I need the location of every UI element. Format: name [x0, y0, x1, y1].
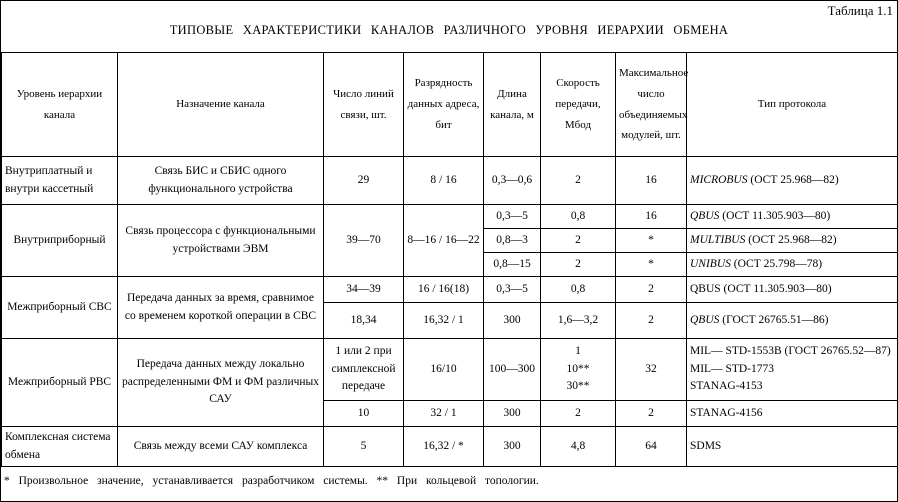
protocol-line: MIL— STD-1773 [690, 362, 775, 375]
cell-max: 16 [616, 205, 687, 229]
cell-speed: 4,8 [541, 427, 616, 467]
cell-lines: 34—39 [324, 277, 404, 303]
cell-level: Внутриплатный и внутри кассетный [2, 157, 118, 205]
header-purpose: Назначение канала [118, 53, 324, 157]
cell-speed: 2 [541, 229, 616, 253]
cell-lines: 1 или 2 при симплексной передаче [324, 339, 404, 401]
cell-speed: 2 [541, 157, 616, 205]
cell-purpose: Связь процессора с функциональными устройствами ЭВМ [118, 205, 324, 277]
cell-length: 0,3—0,6 [484, 157, 541, 205]
cell-max: * [616, 229, 687, 253]
cell-width: 32 / 1 [404, 401, 484, 427]
cell-protocol [687, 303, 898, 339]
protocol-name: MULTIBUS [690, 233, 746, 246]
cell-max: * [616, 253, 687, 277]
cell-width: 8 / 16 [404, 157, 484, 205]
cell-width: 8—16 / 16—22 [404, 205, 484, 277]
cell-lines: 18,34 [324, 303, 404, 339]
cell-lines: 29 [324, 157, 404, 205]
cell-length: 0,8—3 [484, 229, 541, 253]
table-row [2, 205, 898, 229]
cell-length: 0,8—15 [484, 253, 541, 277]
table-row [2, 157, 898, 205]
header-lines: Число линий связи, шт. [324, 53, 404, 157]
header-protocol: Тип протокола [687, 53, 898, 157]
footnote: * Произвольное значение, устанавливается разработчиком системы. ** При кольцевой топологии. [4, 475, 539, 487]
protocol-line: MIL— STD-1553B (ГОСТ 26765.52—87) [690, 344, 891, 357]
protocol-line: STANAG-4153 [690, 380, 763, 393]
protocol-std: (ОСТ 25.798—78) [733, 257, 823, 270]
cell-speed: 1,6—3,2 [541, 303, 616, 339]
cell-protocol: SDMS [687, 427, 898, 467]
header-speed: Скорость передачи, Мбод [541, 53, 616, 157]
table-number: Таблица 1.1 [827, 3, 893, 18]
cell-width: 16,32 / * [404, 427, 484, 467]
header-max-modules: Максимальное число объединяемых модулей, шт. [616, 53, 687, 157]
protocol-name: UNIBUS [690, 257, 731, 270]
cell-level: Внутриприборный [2, 205, 118, 277]
cell-protocol [687, 229, 898, 253]
header-level: Уровень иерархии канала [2, 53, 118, 157]
speed-line: 30** [566, 380, 590, 393]
cell-length: 300 [484, 401, 541, 427]
cell-max: 2 [616, 277, 687, 303]
speed-line: 10** [566, 362, 590, 375]
cell-max: 2 [616, 401, 687, 427]
cell-length: 300 [484, 303, 541, 339]
cell-length: 100—300 [484, 339, 541, 401]
table-title: ТИПОВЫЕ ХАРАКТЕРИСТИКИ КАНАЛОВ РАЗЛИЧНОГО УРОВНЯ ИЕРАРХИИ ОБМЕНА [169, 23, 729, 37]
table-row [2, 339, 898, 401]
cell-lines: 39—70 [324, 205, 404, 277]
table-row [2, 277, 898, 303]
characteristics-table [1, 52, 898, 467]
cell-lines: 5 [324, 427, 404, 467]
cell-speed: 2 [541, 401, 616, 427]
cell-purpose: Связь между всеми САУ комплекса [118, 427, 324, 467]
cell-lines: 10 [324, 401, 404, 427]
protocol-name: MICROBUS [690, 173, 748, 186]
cell-max: 16 [616, 157, 687, 205]
header-length: Длина канала, м [484, 53, 541, 157]
cell-protocol [687, 339, 898, 401]
cell-purpose: Передача данных между локально распределенными ФМ и ФМ различных САУ [118, 339, 324, 427]
table-row [2, 427, 898, 467]
cell-length: 0,3—5 [484, 205, 541, 229]
cell-protocol [687, 205, 898, 229]
cell-speed: 0,8 [541, 277, 616, 303]
cell-length: 300 [484, 427, 541, 467]
protocol-std: (ОСТ 25.968—82) [750, 173, 839, 186]
cell-level: Комплексная система обмена [2, 427, 118, 467]
cell-protocol [687, 157, 898, 205]
cell-speed [541, 339, 616, 401]
header-row [2, 53, 898, 157]
cell-purpose: Связь БИС и СБИС одного функционального устройства [118, 157, 324, 205]
cell-width: 16 / 16(18) [404, 277, 484, 303]
cell-protocol: QBUS (ОСТ 11.305.903—80) [687, 277, 898, 303]
cell-level: Межприборный СВС [2, 277, 118, 339]
protocol-std: (ОСТ 11.305.903—80) [722, 209, 831, 222]
cell-speed: 0,8 [541, 205, 616, 229]
cell-width: 16,32 / 1 [404, 303, 484, 339]
cell-max: 64 [616, 427, 687, 467]
cell-level: Межприборный РВС [2, 339, 118, 427]
speed-line: 1 [575, 344, 581, 357]
cell-protocol: STANAG-4156 [687, 401, 898, 427]
cell-purpose: Передача данных за время, сравнимое со временем короткой операции в СВС [118, 277, 324, 339]
protocol-std: (ГОСТ 26765.51—86) [722, 313, 829, 326]
protocol-name: QBUS [690, 209, 720, 222]
cell-width: 16/10 [404, 339, 484, 401]
protocol-name: QBUS [690, 313, 720, 326]
cell-length: 0,3—5 [484, 277, 541, 303]
cell-max: 32 [616, 339, 687, 401]
cell-max: 2 [616, 303, 687, 339]
header-width: Разрядность данных адреса, бит [404, 53, 484, 157]
cell-speed: 2 [541, 253, 616, 277]
protocol-std: (ОСТ 25.968—82) [748, 233, 837, 246]
cell-protocol [687, 253, 898, 277]
